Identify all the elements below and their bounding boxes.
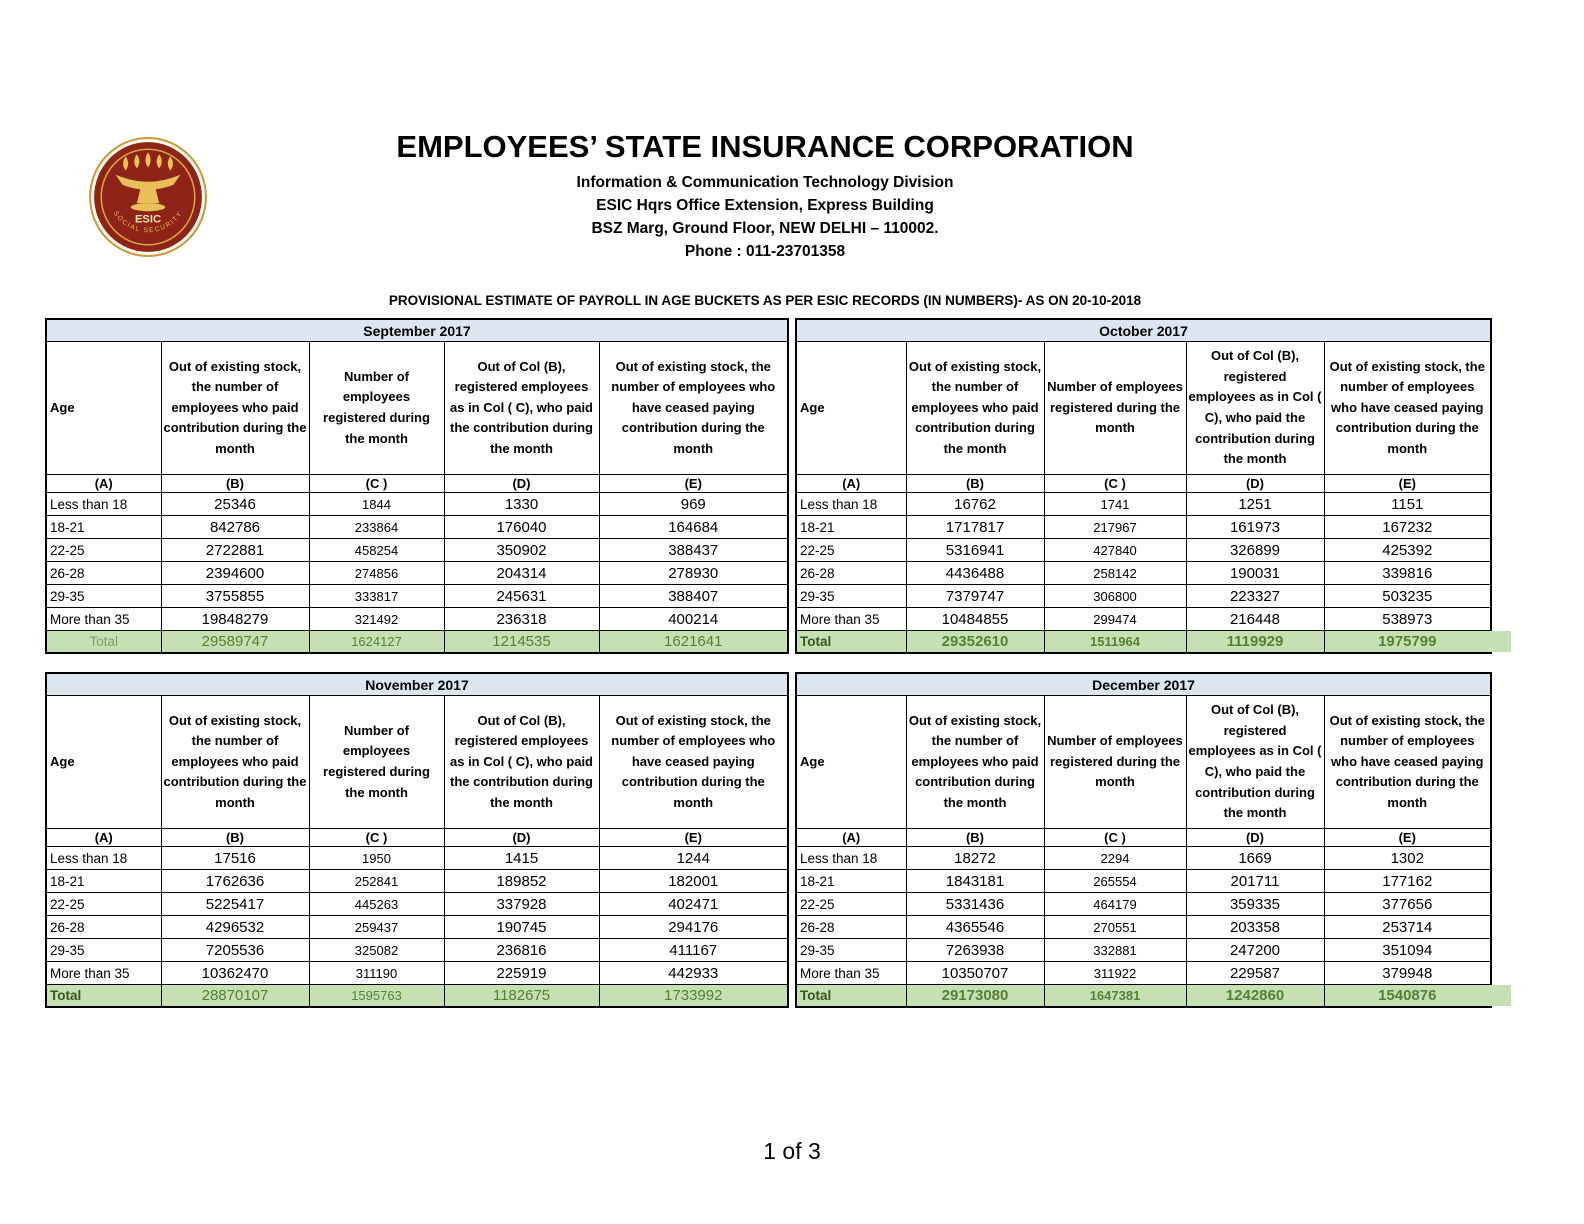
value-cell: 2294 — [1044, 847, 1186, 870]
value-cell: 7263938 — [906, 939, 1044, 962]
value-cell: 259437 — [309, 916, 444, 939]
column-header: Out of Col (B), registered employees as in Col ( C), who paid the contribution during the month — [444, 342, 599, 475]
value-cell: 1741 — [1044, 493, 1186, 516]
table-september-2017 — [45, 318, 787, 654]
total-label: Total — [46, 985, 161, 1008]
document-header — [45, 128, 1485, 263]
table-row — [46, 585, 788, 608]
value-cell: 189852 — [444, 870, 599, 893]
value-cell: 16762 — [906, 493, 1044, 516]
value-cell: 5316941 — [906, 539, 1044, 562]
column-header-row — [46, 696, 788, 829]
column-letters-row — [796, 829, 1491, 847]
table-row — [796, 539, 1491, 562]
column-letters-row — [46, 829, 788, 847]
table-row — [46, 870, 788, 893]
column-letter: (B) — [906, 475, 1044, 493]
column-header: Out of Col (B), registered employees as in Col ( C), who paid the contribution during the month — [1186, 342, 1324, 475]
column-letter: (C ) — [309, 475, 444, 493]
value-cell: 325082 — [309, 939, 444, 962]
value-cell: 252841 — [309, 870, 444, 893]
column-letter: (C ) — [1044, 475, 1186, 493]
value-cell: 969 — [599, 493, 788, 516]
total-row — [796, 985, 1491, 1008]
month-header-row — [46, 319, 788, 342]
value-cell: 332881 — [1044, 939, 1186, 962]
value-cell: 503235 — [1324, 585, 1491, 608]
total-label: Total — [796, 631, 906, 654]
age-cell: 26-28 — [46, 562, 161, 585]
age-cell: 26-28 — [796, 916, 906, 939]
column-letter: (E) — [599, 475, 788, 493]
column-header: Out of existing stock, the number of employees who have ceased paying contribution during the month — [1324, 696, 1491, 829]
age-cell: 22-25 — [796, 539, 906, 562]
column-header: Number of employees registered during the month — [309, 342, 444, 475]
table-row — [796, 893, 1491, 916]
column-letter: (B) — [161, 829, 309, 847]
table-row — [46, 516, 788, 539]
age-cell: More than 35 — [796, 962, 906, 985]
page-title: EMPLOYEES’ STATE INSURANCE CORPORATION — [396, 129, 1134, 164]
value-cell: 10362470 — [161, 962, 309, 985]
column-letter: (D) — [1186, 829, 1324, 847]
value-cell: 306800 — [1044, 585, 1186, 608]
total-value: 1182675 — [444, 985, 599, 1008]
month-table — [45, 318, 789, 654]
total-value: 28870107 — [161, 985, 309, 1008]
column-header: Out of existing stock, the number of employees who paid contribution during the month — [906, 696, 1044, 829]
value-cell: 1330 — [444, 493, 599, 516]
month-table — [795, 672, 1492, 1008]
month-title: September 2017 — [46, 319, 788, 342]
value-cell: 1669 — [1186, 847, 1324, 870]
column-letter: (A) — [46, 829, 161, 847]
total-label: Total — [46, 631, 161, 654]
value-cell: 167232 — [1324, 516, 1491, 539]
age-cell: 29-35 — [46, 585, 161, 608]
value-cell: 2722881 — [161, 539, 309, 562]
value-cell: 1415 — [444, 847, 599, 870]
total-value: 1621641 — [599, 631, 788, 654]
value-cell: 339816 — [1324, 562, 1491, 585]
value-cell: 203358 — [1186, 916, 1324, 939]
value-cell: 164684 — [599, 516, 788, 539]
age-cell: 26-28 — [796, 562, 906, 585]
address-block — [45, 171, 1485, 263]
table-row — [796, 916, 1491, 939]
column-letter: (D) — [444, 475, 599, 493]
table-row — [46, 608, 788, 631]
value-cell: 223327 — [1186, 585, 1324, 608]
value-cell: 190031 — [1186, 562, 1324, 585]
column-header: Out of existing stock, the number of employees who paid contribution during the month — [161, 696, 309, 829]
column-header: Out of existing stock, the number of employees who paid contribution during the month — [161, 342, 309, 475]
age-cell: More than 35 — [796, 608, 906, 631]
total-value: 1242860 — [1186, 985, 1324, 1008]
value-cell: 253714 — [1324, 916, 1491, 939]
value-cell: 326899 — [1186, 539, 1324, 562]
table-row — [796, 585, 1491, 608]
value-cell: 7205536 — [161, 939, 309, 962]
value-cell: 458254 — [309, 539, 444, 562]
value-cell: 400214 — [599, 608, 788, 631]
column-header: Out of Col (B), registered employees as in Col ( C), who paid the contribution during the month — [444, 696, 599, 829]
value-cell: 4436488 — [906, 562, 1044, 585]
value-cell: 1151 — [1324, 493, 1491, 516]
total-row — [46, 631, 788, 654]
value-cell: 216448 — [1186, 608, 1324, 631]
total-value: 29173080 — [906, 985, 1044, 1008]
column-header: Age — [796, 342, 906, 475]
column-letter: (D) — [1186, 475, 1324, 493]
value-cell: 333817 — [309, 585, 444, 608]
age-cell: 29-35 — [796, 585, 906, 608]
column-letters-row — [46, 475, 788, 493]
column-letter: (A) — [796, 829, 906, 847]
age-cell: 22-25 — [46, 539, 161, 562]
total-value: 1975799 — [1324, 631, 1491, 654]
logo-esic-text: ESIC — [134, 213, 162, 226]
value-cell: 1717817 — [906, 516, 1044, 539]
age-cell: 18-21 — [796, 516, 906, 539]
age-cell: Less than 18 — [46, 847, 161, 870]
table-row — [46, 962, 788, 985]
value-cell: 3755855 — [161, 585, 309, 608]
month-table — [45, 672, 789, 1008]
value-cell: 265554 — [1044, 870, 1186, 893]
age-cell: 22-25 — [796, 893, 906, 916]
column-letter: (A) — [796, 475, 906, 493]
column-letter: (E) — [1324, 475, 1491, 493]
value-cell: 1950 — [309, 847, 444, 870]
value-cell: 388407 — [599, 585, 788, 608]
total-value: 1540876 — [1324, 985, 1491, 1008]
age-cell: 29-35 — [46, 939, 161, 962]
table-row — [46, 493, 788, 516]
value-cell: 236816 — [444, 939, 599, 962]
table-row — [46, 847, 788, 870]
value-cell: 1251 — [1186, 493, 1324, 516]
value-cell: 1762636 — [161, 870, 309, 893]
table-row — [796, 962, 1491, 985]
value-cell: 217967 — [1044, 516, 1186, 539]
table-row — [46, 916, 788, 939]
value-cell: 274856 — [309, 562, 444, 585]
column-header-row — [796, 696, 1491, 829]
column-header: Number of employees registered during the month — [1044, 696, 1186, 829]
value-cell: 233864 — [309, 516, 444, 539]
value-cell: 190745 — [444, 916, 599, 939]
age-cell: More than 35 — [46, 962, 161, 985]
value-cell: 388437 — [599, 539, 788, 562]
table-october-2017 — [795, 318, 1490, 654]
value-cell: 337928 — [444, 893, 599, 916]
value-cell: 538973 — [1324, 608, 1491, 631]
value-cell: 5225417 — [161, 893, 309, 916]
column-letter: (E) — [599, 829, 788, 847]
value-cell: 350902 — [444, 539, 599, 562]
column-letter: (C ) — [1044, 829, 1186, 847]
value-cell: 177162 — [1324, 870, 1491, 893]
value-cell: 18272 — [906, 847, 1044, 870]
value-cell: 464179 — [1044, 893, 1186, 916]
total-row — [796, 631, 1491, 654]
month-header-row — [796, 319, 1491, 342]
table-december-2017 — [795, 672, 1490, 1008]
age-cell: Less than 18 — [796, 493, 906, 516]
column-letter: (E) — [1324, 829, 1491, 847]
value-cell: 245631 — [444, 585, 599, 608]
value-cell: 359335 — [1186, 893, 1324, 916]
total-value: 1119929 — [1186, 631, 1324, 654]
value-cell: 1244 — [599, 847, 788, 870]
total-value: 1733992 — [599, 985, 788, 1008]
total-value: 29352610 — [906, 631, 1044, 654]
table-row — [796, 939, 1491, 962]
month-title: November 2017 — [46, 673, 788, 696]
logo-arc-text: SOCIAL SECURITY — [111, 210, 185, 235]
column-header-row — [46, 342, 788, 475]
page-number: 1 of 3 — [763, 1138, 821, 1164]
age-cell: 22-25 — [46, 893, 161, 916]
table-row — [796, 847, 1491, 870]
value-cell: 445263 — [309, 893, 444, 916]
month-header-row — [46, 673, 788, 696]
value-cell: 176040 — [444, 516, 599, 539]
column-letter: (A) — [46, 475, 161, 493]
value-cell: 4296532 — [161, 916, 309, 939]
month-title: December 2017 — [796, 673, 1491, 696]
total-value: 29589747 — [161, 631, 309, 654]
column-letter: (C ) — [309, 829, 444, 847]
value-cell: 229587 — [1186, 962, 1324, 985]
value-cell: 1302 — [1324, 847, 1491, 870]
value-cell: 10484855 — [906, 608, 1044, 631]
table-row — [796, 493, 1491, 516]
value-cell: 278930 — [599, 562, 788, 585]
column-letter: (B) — [161, 475, 309, 493]
table-row — [46, 893, 788, 916]
value-cell: 299474 — [1044, 608, 1186, 631]
value-cell: 7379747 — [906, 585, 1044, 608]
value-cell: 842786 — [161, 516, 309, 539]
month-header-row — [796, 673, 1491, 696]
value-cell: 17516 — [161, 847, 309, 870]
value-cell: 5331436 — [906, 893, 1044, 916]
total-value: 1624127 — [309, 631, 444, 654]
age-cell: 18-21 — [796, 870, 906, 893]
value-cell: 377656 — [1324, 893, 1491, 916]
table-row — [796, 562, 1491, 585]
table-row — [46, 562, 788, 585]
report-title: PROVISIONAL ESTIMATE OF PAYROLL IN AGE BUCKETS AS PER ESIC RECORDS (IN NUMBERS)- AS ON 20-10-2018 — [388, 293, 1142, 308]
value-cell: 321492 — [309, 608, 444, 631]
column-header: Age — [46, 696, 161, 829]
value-cell: 311922 — [1044, 962, 1186, 985]
value-cell: 2394600 — [161, 562, 309, 585]
value-cell: 10350707 — [906, 962, 1044, 985]
month-title: October 2017 — [796, 319, 1491, 342]
subtitle-phone: Phone : 011-23701358 — [684, 243, 846, 260]
value-cell: 1844 — [309, 493, 444, 516]
value-cell: 225919 — [444, 962, 599, 985]
value-cell: 270551 — [1044, 916, 1186, 939]
total-value: 1647381 — [1044, 985, 1186, 1008]
table-november-2017 — [45, 672, 787, 1008]
value-cell: 425392 — [1324, 539, 1491, 562]
table-row — [796, 608, 1491, 631]
value-cell: 201711 — [1186, 870, 1324, 893]
column-header: Out of existing stock, the number of employees who have ceased paying contribution during the month — [599, 342, 788, 475]
value-cell: 25346 — [161, 493, 309, 516]
total-row — [46, 985, 788, 1008]
age-cell: More than 35 — [46, 608, 161, 631]
column-header: Number of employees registered during the month — [309, 696, 444, 829]
value-cell: 411167 — [599, 939, 788, 962]
column-header: Out of Col (B), registered employees as in Col ( C), who paid the contribution during the month — [1186, 696, 1324, 829]
age-cell: 29-35 — [796, 939, 906, 962]
table-row — [796, 516, 1491, 539]
value-cell: 379948 — [1324, 962, 1491, 985]
value-cell: 294176 — [599, 916, 788, 939]
value-cell: 258142 — [1044, 562, 1186, 585]
age-cell: Less than 18 — [796, 847, 906, 870]
total-value: 1595763 — [309, 985, 444, 1008]
column-letter: (B) — [906, 829, 1044, 847]
table-row — [46, 539, 788, 562]
value-cell: 236318 — [444, 608, 599, 631]
column-header-row — [796, 342, 1491, 475]
value-cell: 204314 — [444, 562, 599, 585]
total-value: 1214535 — [444, 631, 599, 654]
value-cell: 427840 — [1044, 539, 1186, 562]
total-value: 1511964 — [1044, 631, 1186, 654]
subtitle-street: BSZ Marg, Ground Floor, NEW DELHI – 110002. — [591, 220, 939, 237]
value-cell: 19848279 — [161, 608, 309, 631]
column-letters-row — [796, 475, 1491, 493]
column-header: Out of existing stock, the number of employees who have ceased paying contribution during the month — [1324, 342, 1491, 475]
table-row — [46, 939, 788, 962]
subtitle-office: ESIC Hqrs Office Extension, Express Building — [596, 197, 934, 214]
value-cell: 161973 — [1186, 516, 1324, 539]
column-header: Number of employees registered during the month — [1044, 342, 1186, 475]
column-header: Age — [46, 342, 161, 475]
age-cell: Less than 18 — [46, 493, 161, 516]
value-cell: 351094 — [1324, 939, 1491, 962]
subtitle-division: Information & Communication Technology Division — [576, 174, 954, 191]
age-cell: 18-21 — [46, 516, 161, 539]
value-cell: 311190 — [309, 962, 444, 985]
value-cell: 442933 — [599, 962, 788, 985]
column-header: Out of existing stock, the number of employees who paid contribution during the month — [906, 342, 1044, 475]
column-header: Out of existing stock, the number of employees who have ceased paying contribution during the month — [599, 696, 788, 829]
value-cell: 247200 — [1186, 939, 1324, 962]
value-cell: 182001 — [599, 870, 788, 893]
month-table — [795, 318, 1492, 654]
column-header: Age — [796, 696, 906, 829]
column-letter: (D) — [444, 829, 599, 847]
table-row — [796, 870, 1491, 893]
age-cell: 26-28 — [46, 916, 161, 939]
value-cell: 4365546 — [906, 916, 1044, 939]
value-cell: 402471 — [599, 893, 788, 916]
total-label: Total — [796, 985, 906, 1008]
age-cell: 18-21 — [46, 870, 161, 893]
value-cell: 1843181 — [906, 870, 1044, 893]
